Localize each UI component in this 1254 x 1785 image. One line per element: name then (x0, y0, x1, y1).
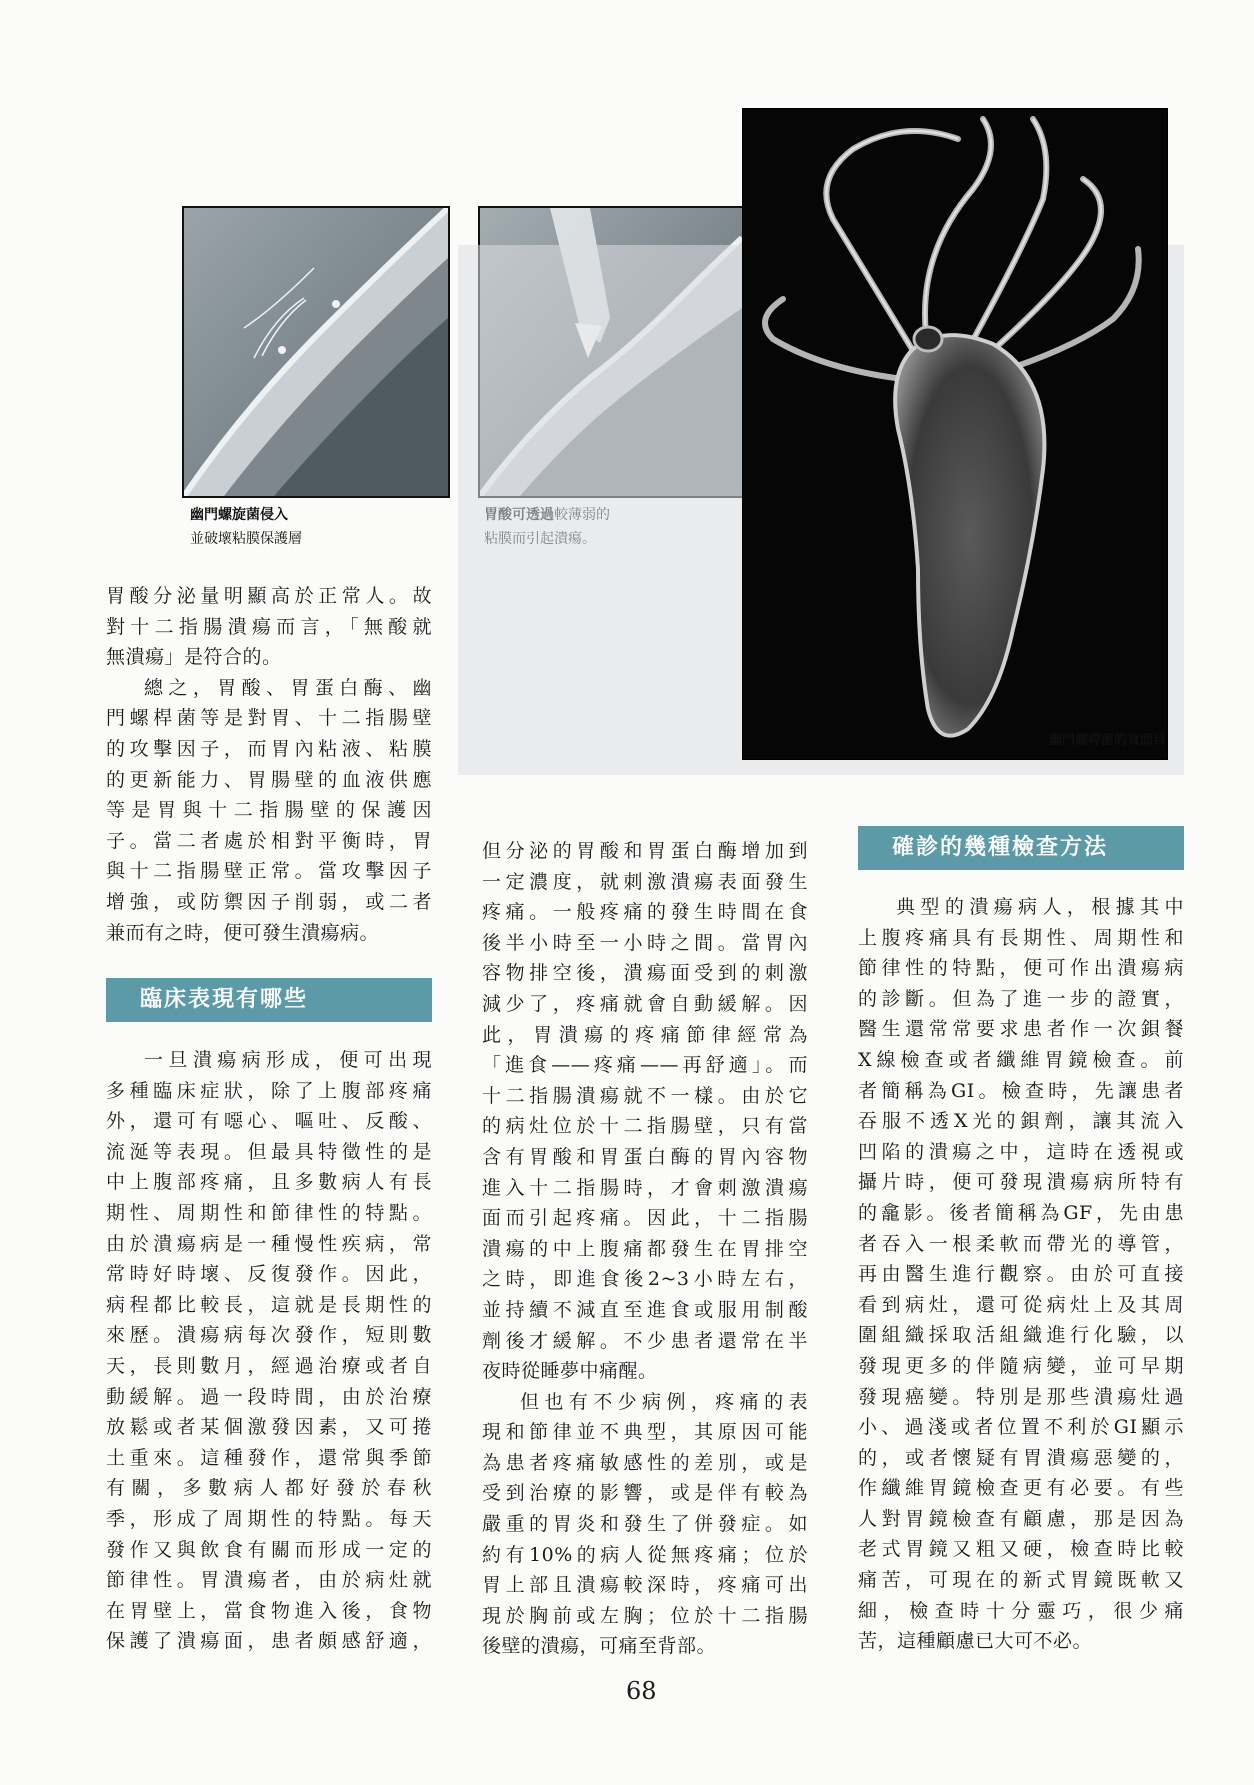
text-line: 來歷。潰瘍病每次發作，短則數 (106, 1324, 432, 1347)
text-line: 動緩解。過一段時間，由於治療 (106, 1385, 432, 1408)
text-line: 凹陷的潰瘍之中，這時在透視或 (858, 1140, 1184, 1163)
text-line: 為患者疼痛敏感性的差別，或是 (482, 1451, 808, 1474)
text-line: 的診斷。但為了進一步的證實， (858, 987, 1184, 1010)
text-line: 人對胃鏡檢查有顧慮，那是因為 (858, 1507, 1184, 1530)
text-line: 再由醫生進行觀察。由於可直接 (858, 1263, 1184, 1286)
text-line: 常時好時壞、反復發作。因此， (106, 1263, 432, 1286)
text-line: 增強，或防禦因子削弱，或二者 (106, 890, 432, 913)
text-line: 發作又與飲食有關而形成一定的 (106, 1538, 432, 1561)
text-line: 放鬆或者某個激發因素，又可捲 (106, 1416, 432, 1439)
text-line: 由於潰瘍病是一種慢性疾病，常 (106, 1232, 432, 1255)
text-line: 現於胸前或左胸；位於十二指腸 (482, 1604, 808, 1627)
invasion-caption-line2: 並破壞粘膜保護層 (190, 531, 302, 547)
column-1-lower (106, 1045, 432, 1657)
text-line: 嚴重的胃炎和發生了併發症。如 (482, 1513, 808, 1536)
text-line: 者吞入一根柔軟而帶光的導管， (858, 1232, 1184, 1255)
text-line: 的，或者懷疑有胃潰瘍惡變的， (858, 1446, 1184, 1469)
text-line: 苦，這種顧慮已大可不必。 (858, 1630, 1093, 1653)
text-line: 之時，即進食後2~3小時左右， (482, 1268, 808, 1291)
text-line: 總之，胃酸、胃蛋白酶、幽 (144, 676, 432, 699)
text-line: 天，長則數月，經過治療或者自 (106, 1354, 432, 1377)
text-line: 中上腹部疼痛，且多數病人有長 (106, 1171, 432, 1194)
text-line: 「進食——疼痛——再舒適」。而 (482, 1054, 808, 1077)
text-line: 但也有不少病例，疼痛的表 (520, 1390, 808, 1413)
text-line: 發現更多的伴隨病變，並可早期 (858, 1354, 1184, 1377)
text-line: 吞服不透X光的鋇劑，讓其流入 (858, 1110, 1184, 1133)
clinical-heading: 臨床表現有哪些 (106, 978, 432, 1022)
text-line: 典型的潰瘍病人，根據其中 (896, 896, 1184, 918)
text-line: 期性、周期性和節律性的特點。 (106, 1201, 432, 1224)
text-line: 但分泌的胃酸和胃蛋白酶增加到 (482, 840, 808, 862)
helicobacter-photo (742, 108, 1168, 760)
text-line: 等是胃與十二指腸壁的保護因 (106, 799, 432, 822)
text-line: 門螺桿菌等是對胃、十二指腸壁 (106, 707, 432, 730)
text-line: 發現癌變。特別是那些潰瘍灶過 (858, 1385, 1184, 1408)
text-line: X線檢查或者纖維胃鏡檢查。前 (858, 1048, 1184, 1071)
text-line: 夜時從睡夢中痛醒。 (482, 1360, 658, 1383)
column-2 (482, 836, 808, 1662)
text-line: 作纖維胃鏡檢查更有必要。有些 (858, 1477, 1184, 1500)
text-line: 者簡稱為GI。檢查時，先讓患者 (858, 1079, 1184, 1102)
text-line: 受到治療的影響，或是伴有較為 (482, 1482, 808, 1505)
text-line: 約有10%的病人從無疼痛；位於 (482, 1543, 808, 1566)
text-line: 圍組織採取活組織進行化驗，以 (858, 1324, 1184, 1347)
text-line: 老式胃鏡又粗又硬，檢查時比較 (858, 1538, 1184, 1561)
text-line: 對十二指腸潰瘍而言，「無酸就 (106, 615, 432, 638)
text-line: 攝片時，便可發現潰瘍病所特有 (858, 1171, 1184, 1194)
text-line: 現和節律並不典型，其原因可能 (482, 1421, 808, 1444)
page-number: 68 (626, 1677, 657, 1705)
text-line: 後半小時至一小時之間。當胃內 (482, 931, 808, 954)
col1-paragraph-3 (106, 1045, 432, 1657)
col3-paragraph-1 (858, 892, 1184, 1657)
text-line: 劑後才緩解。不少患者還常在半 (482, 1329, 808, 1352)
text-line: 外，還可有噁心、嘔吐、反酸、 (106, 1110, 432, 1133)
text-line: 的攻擊因子，而胃內粘液、粘膜 (106, 737, 432, 760)
text-line: 並持續不減直至進食或服用制酸 (482, 1298, 808, 1321)
col2-paragraph-1 (482, 836, 808, 1387)
text-line: 痛苦，可現在的新式胃鏡既軟又 (858, 1569, 1184, 1592)
text-line: 小、過淺或者位置不利於GI顯示 (858, 1416, 1184, 1439)
bacterium-caption: 幽門螺桿菌的真面目 (1048, 733, 1166, 748)
text-line: 的更新能力、胃腸壁的血液供應 (106, 768, 432, 791)
text-line: 季，形成了周期性的特點。每天 (106, 1507, 432, 1530)
text-line: 有關，多數病人都好發於春秋 (106, 1477, 432, 1500)
text-line: 醫生還常常要求患者作一次鋇餐 (858, 1018, 1184, 1041)
col2-paragraph-2 (482, 1387, 808, 1662)
col1-paragraph-1 (106, 581, 432, 673)
text-line: 與十二指腸壁正常。當攻擊因子 (106, 860, 432, 883)
text-line: 一定濃度，就刺激潰瘍表面發生 (482, 870, 808, 893)
text-line: 上腹疼痛具有長期性、周期性和 (858, 926, 1184, 949)
text-line: 潰瘍的中上腹痛都發生在胃排空 (482, 1237, 808, 1260)
col1-paragraph-2 (106, 673, 432, 948)
text-line: 含有胃酸和胃蛋白酶的胃內容物 (482, 1145, 808, 1168)
invasion-caption-bold: 幽門螺旋菌侵入 (190, 507, 288, 523)
text-line: 此，胃潰瘍的疼痛節律經常為 (482, 1023, 808, 1046)
text-line: 疼痛。一般疼痛的發生時間在食 (482, 901, 808, 924)
text-line: 減少了，疼痛就會自動緩解。因 (482, 992, 808, 1015)
text-line: 在胃壁上，當食物進入後，食物 (106, 1599, 432, 1622)
text-line: 節律性。胃潰瘍者，由於病灶就 (106, 1569, 432, 1592)
text-line: 保護了潰瘍面，患者頗感舒適， (106, 1630, 432, 1653)
text-line: 子。當二者處於相對平衡時，胃 (106, 829, 432, 852)
column-3 (858, 892, 1184, 1657)
bacteria-invasion-illustration (182, 206, 450, 498)
text-line: 土重來。這種發作，還常與季節 (106, 1446, 432, 1469)
text-line: 胃上部且潰瘍較深時，疼痛可出 (482, 1574, 808, 1597)
text-line: 後壁的潰瘍，可痛至背部。 (482, 1635, 717, 1658)
text-line: 的病灶位於十二指腸壁，只有當 (482, 1115, 808, 1138)
text-line: 流涎等表現。但最具特徵性的是 (106, 1140, 432, 1163)
text-line: 多種臨床症狀，除了上腹部疼痛 (106, 1079, 432, 1102)
text-line: 胃酸分泌量明顯高於正常人。故 (106, 585, 432, 607)
text-line: 節律性的特點，便可作出潰瘍病 (858, 957, 1184, 980)
text-line: 病程都比較長，這就是長期性的 (106, 1293, 432, 1316)
invasion-caption (190, 503, 450, 551)
diagnosis-heading: 確診的幾種檢查方法 (858, 826, 1184, 870)
text-line: 一旦潰瘍病形成，便可出現 (144, 1049, 432, 1071)
text-line: 進入十二指腸時，才會刺激潰瘍 (482, 1176, 808, 1199)
text-line: 無潰瘍」是符合的。 (106, 646, 282, 669)
text-line: 細，檢查時十分靈巧，很少痛 (858, 1599, 1184, 1622)
text-line: 兼而有之時，便可發生潰瘍病。 (106, 921, 380, 944)
text-line: 十二指腸潰瘍就不一樣。由於它 (482, 1084, 808, 1107)
column-1 (106, 581, 432, 948)
text-line: 看到病灶，還可從病灶上及其周 (858, 1293, 1184, 1316)
text-line: 容物排空後，潰瘍面受到的刺激 (482, 962, 808, 985)
text-line: 的龕影。後者簡稱為GF，先由患 (858, 1201, 1184, 1224)
text-line: 面而引起疼痛。因此，十二指腸 (482, 1207, 808, 1230)
